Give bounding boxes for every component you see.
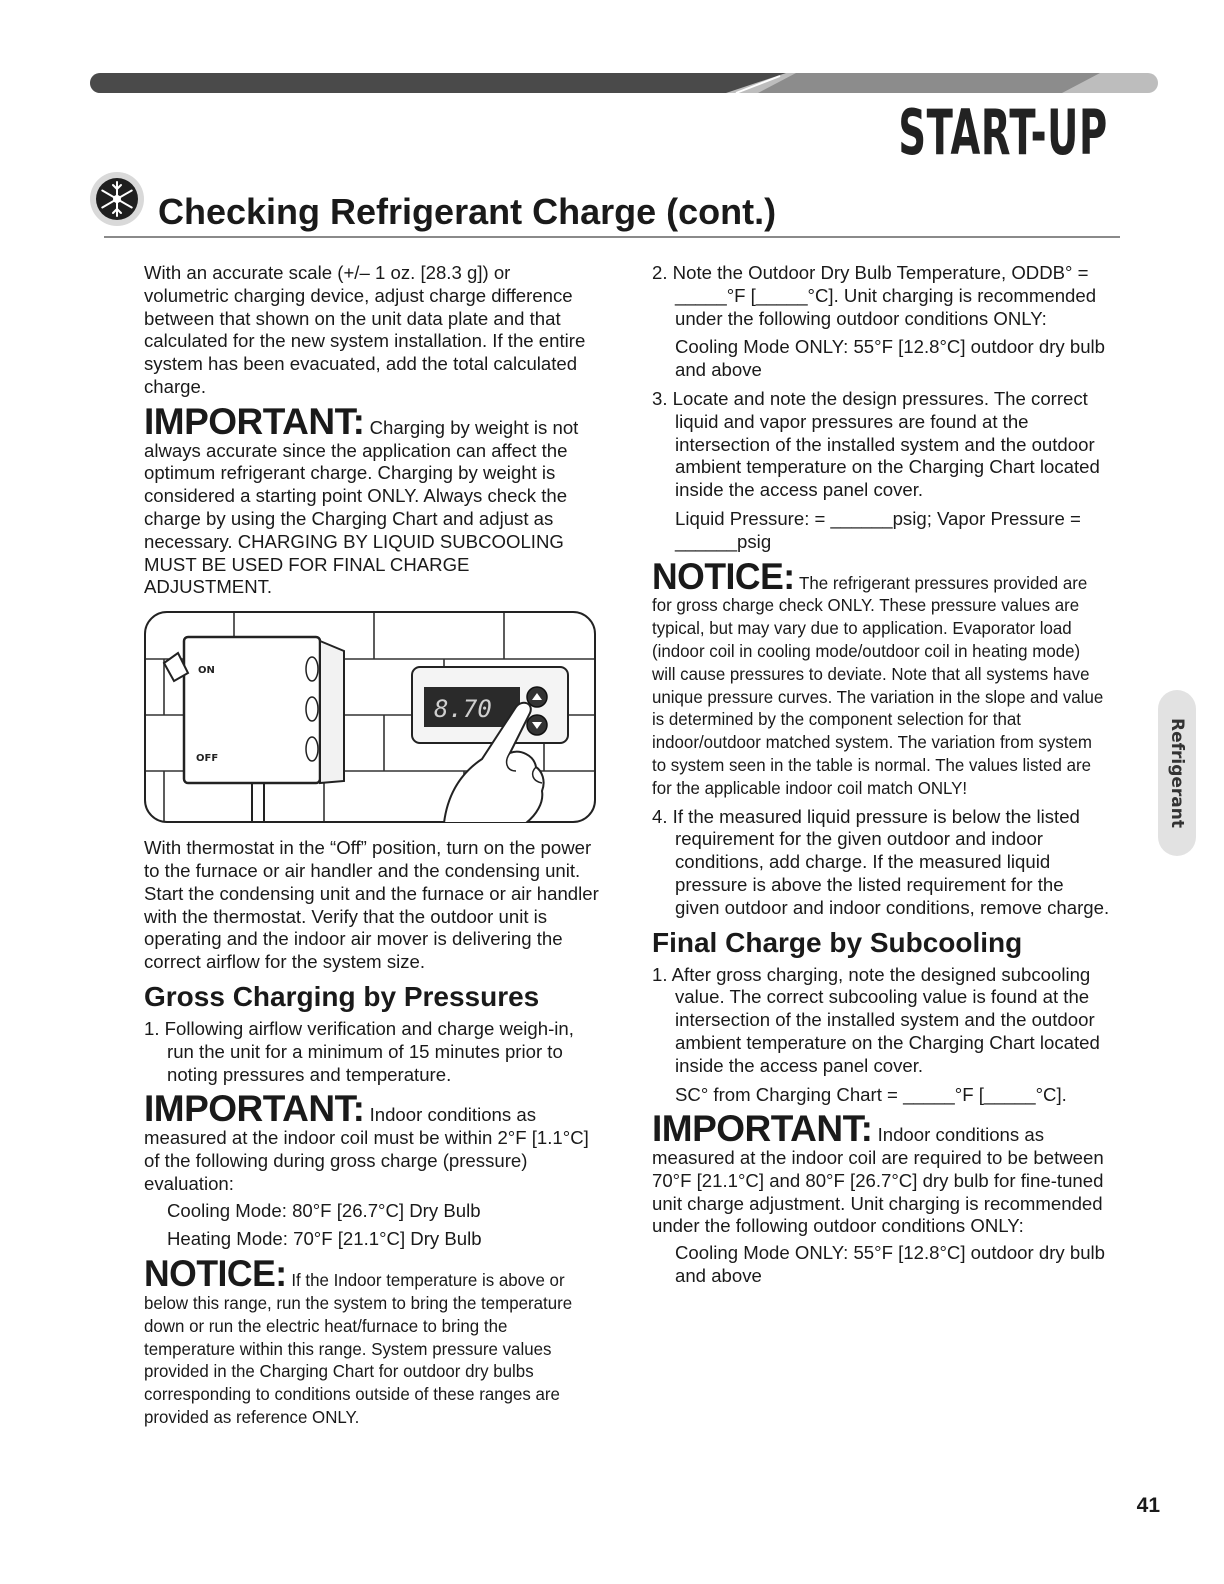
important-note-1 [144,400,600,599]
notice-label: NOTICE: [652,555,795,597]
step-3-pressures: Liquid Pressure: = ______psig; Vapor Pressure = ______psig [675,507,1081,552]
step-3: 3. Locate and note the design pressures. The correct liquid and vapor pressures are found at the intersection of the installed system and the outdoor ambient temperature on the Charging Chart located inside the access panel cover. [652,387,1100,501]
notice-label: NOTICE: [144,1253,287,1295]
switch-off-label: OFF [196,753,219,765]
cooling-mode-line: Cooling Mode: 80°F [26.7°C] Dry Bulb [167,1199,481,1221]
final-step-1: 1. After gross charging, note the designed subcooling value. The correct subcooling value is found at the intersection of the installed system and the outdoor ambient temperature on the Charging Chart located inside the access panel cover. [652,963,1100,1076]
heading-rule [104,236,1120,238]
switch-on-label: ON [198,665,215,677]
important-note-2 [144,1088,600,1195]
important-text: Indoor conditions as measured at the indoor coil are required to be between 70°F [21.1°C] and 80°F [26.7°C] dry bulb for fine-tuned unit charge adjustment. Unit charging is recommended under the following outdoor conditions ONLY: [652,1124,1104,1237]
notice-text: The refrigerant pressures provided are for gross charge check ONLY. These pressure values are typical, but may vary due to application. Evaporator load (indoor coil in cooling mode/outdoor coil in heating mode) will cause pressures to deviate. Note that all systems have unique pressure curves. The variation in the slope and value is determined by the component selection for that indoor/outdoor matched system. The variation from system to system seen in the table is normal. The values listed are for the applicable indoor coil match ONLY! [652,572,1104,798]
right-column [652,262,1110,1294]
important-label: IMPORTANT: [144,1088,365,1130]
important-label: IMPORTANT: [144,400,365,442]
thermostat-illustration [144,611,596,823]
side-tab [1158,690,1196,856]
section-title: START-UP [898,96,1108,169]
left-column [144,262,600,1429]
final-charge-heading: Final Charge by Subcooling [652,926,1023,958]
header-bar [0,0,1224,100]
gross-charging-heading: Gross Charging by Pressures [144,980,540,1012]
thermostat-display: 8.70 [434,695,492,724]
side-tab-label: Refrigerant [1167,717,1187,829]
important-note-3 [652,1108,1110,1238]
step-4: 4. If the measured liquid pressure is below the listed requirement for the given outdoor and indoor conditions, add charge. If the measured liquid pressure is above the listed requirement for the given outdoor and indoor conditions, remove charge. [652,805,1110,918]
subcooling-line: SC° from Charging Chart = _____°F [_____°C]. [675,1083,1067,1105]
notice-note-2 [652,555,1105,800]
step-2-cooling: Cooling Mode ONLY: 55°F [12.8°C] outdoor dry bulb and above [675,336,1106,381]
gross-step-1: 1. Following airflow verification and charge weigh-in, run the unit for a minimum of 15 minutes prior to noting pressures and temperature. [144,1017,574,1085]
intro-paragraph: With an accurate scale (+/– 1 oz. [28.3 g]) or volumetric charging device, adjust charge difference between that shown on the unit data plate and that calculated for the new system installation. If the entire system has been evacuated, add the total calculated charge. [144,262,586,397]
snowflake-gear-icon [88,170,146,228]
thermostat-paragraph: With thermostat in the “Off” position, turn on the power to the furnace or air handler and the condensing unit. Start the condensing unit and the furnace or air handler with the thermostat. Verify that the outdoor unit is operating and the indoor air mover is delivering the correct airflow for the system size. [144,837,599,973]
important-text: Indoor conditions as measured at the indoor coil must be within 2°F [1.1°C] of the following during gross charge (pressure) evaluation: [144,1104,589,1194]
notice-note-1 [144,1253,601,1429]
heating-mode-line: Heating Mode: 70°F [21.1°C] Dry Bulb [167,1228,482,1250]
heading-row [88,168,1120,240]
step-2: 2. Note the Outdoor Dry Bulb Temperature, ODDB° = _____°F [_____°C]. Unit charging is recommended under the following outdoor conditions ONLY: [652,262,1097,329]
important-label: IMPORTANT: [652,1108,873,1150]
page-number: 41 [1136,1494,1160,1517]
page-heading: Checking Refrigerant Charge (cont.) [158,191,777,232]
important-text: Charging by weight is not always accurate since the application can affect the optimum refrigerant charge. Charging by weight is considered a starting point ONLY. Always check the charge by using the Charging Chart and adjust as necessary. CHARGING BY LIQUID SUBCOOLING MUST BE USED FOR FINAL CHARGE ADJUSTMENT. [144,416,579,598]
notice-text: If the Indoor temperature is above or below this range, run the system to bring the temperature down or run the electric heat/furnace to bring the temperature within this range. System pressure values provided in the Charging Chart for outdoor dry bulbs corresponding to conditions outside of these ranges are provided as reference ONLY. [144,1270,573,1427]
final-cooling-line: Cooling Mode ONLY: 55°F [12.8°C] outdoor dry bulb and above [675,1242,1106,1287]
